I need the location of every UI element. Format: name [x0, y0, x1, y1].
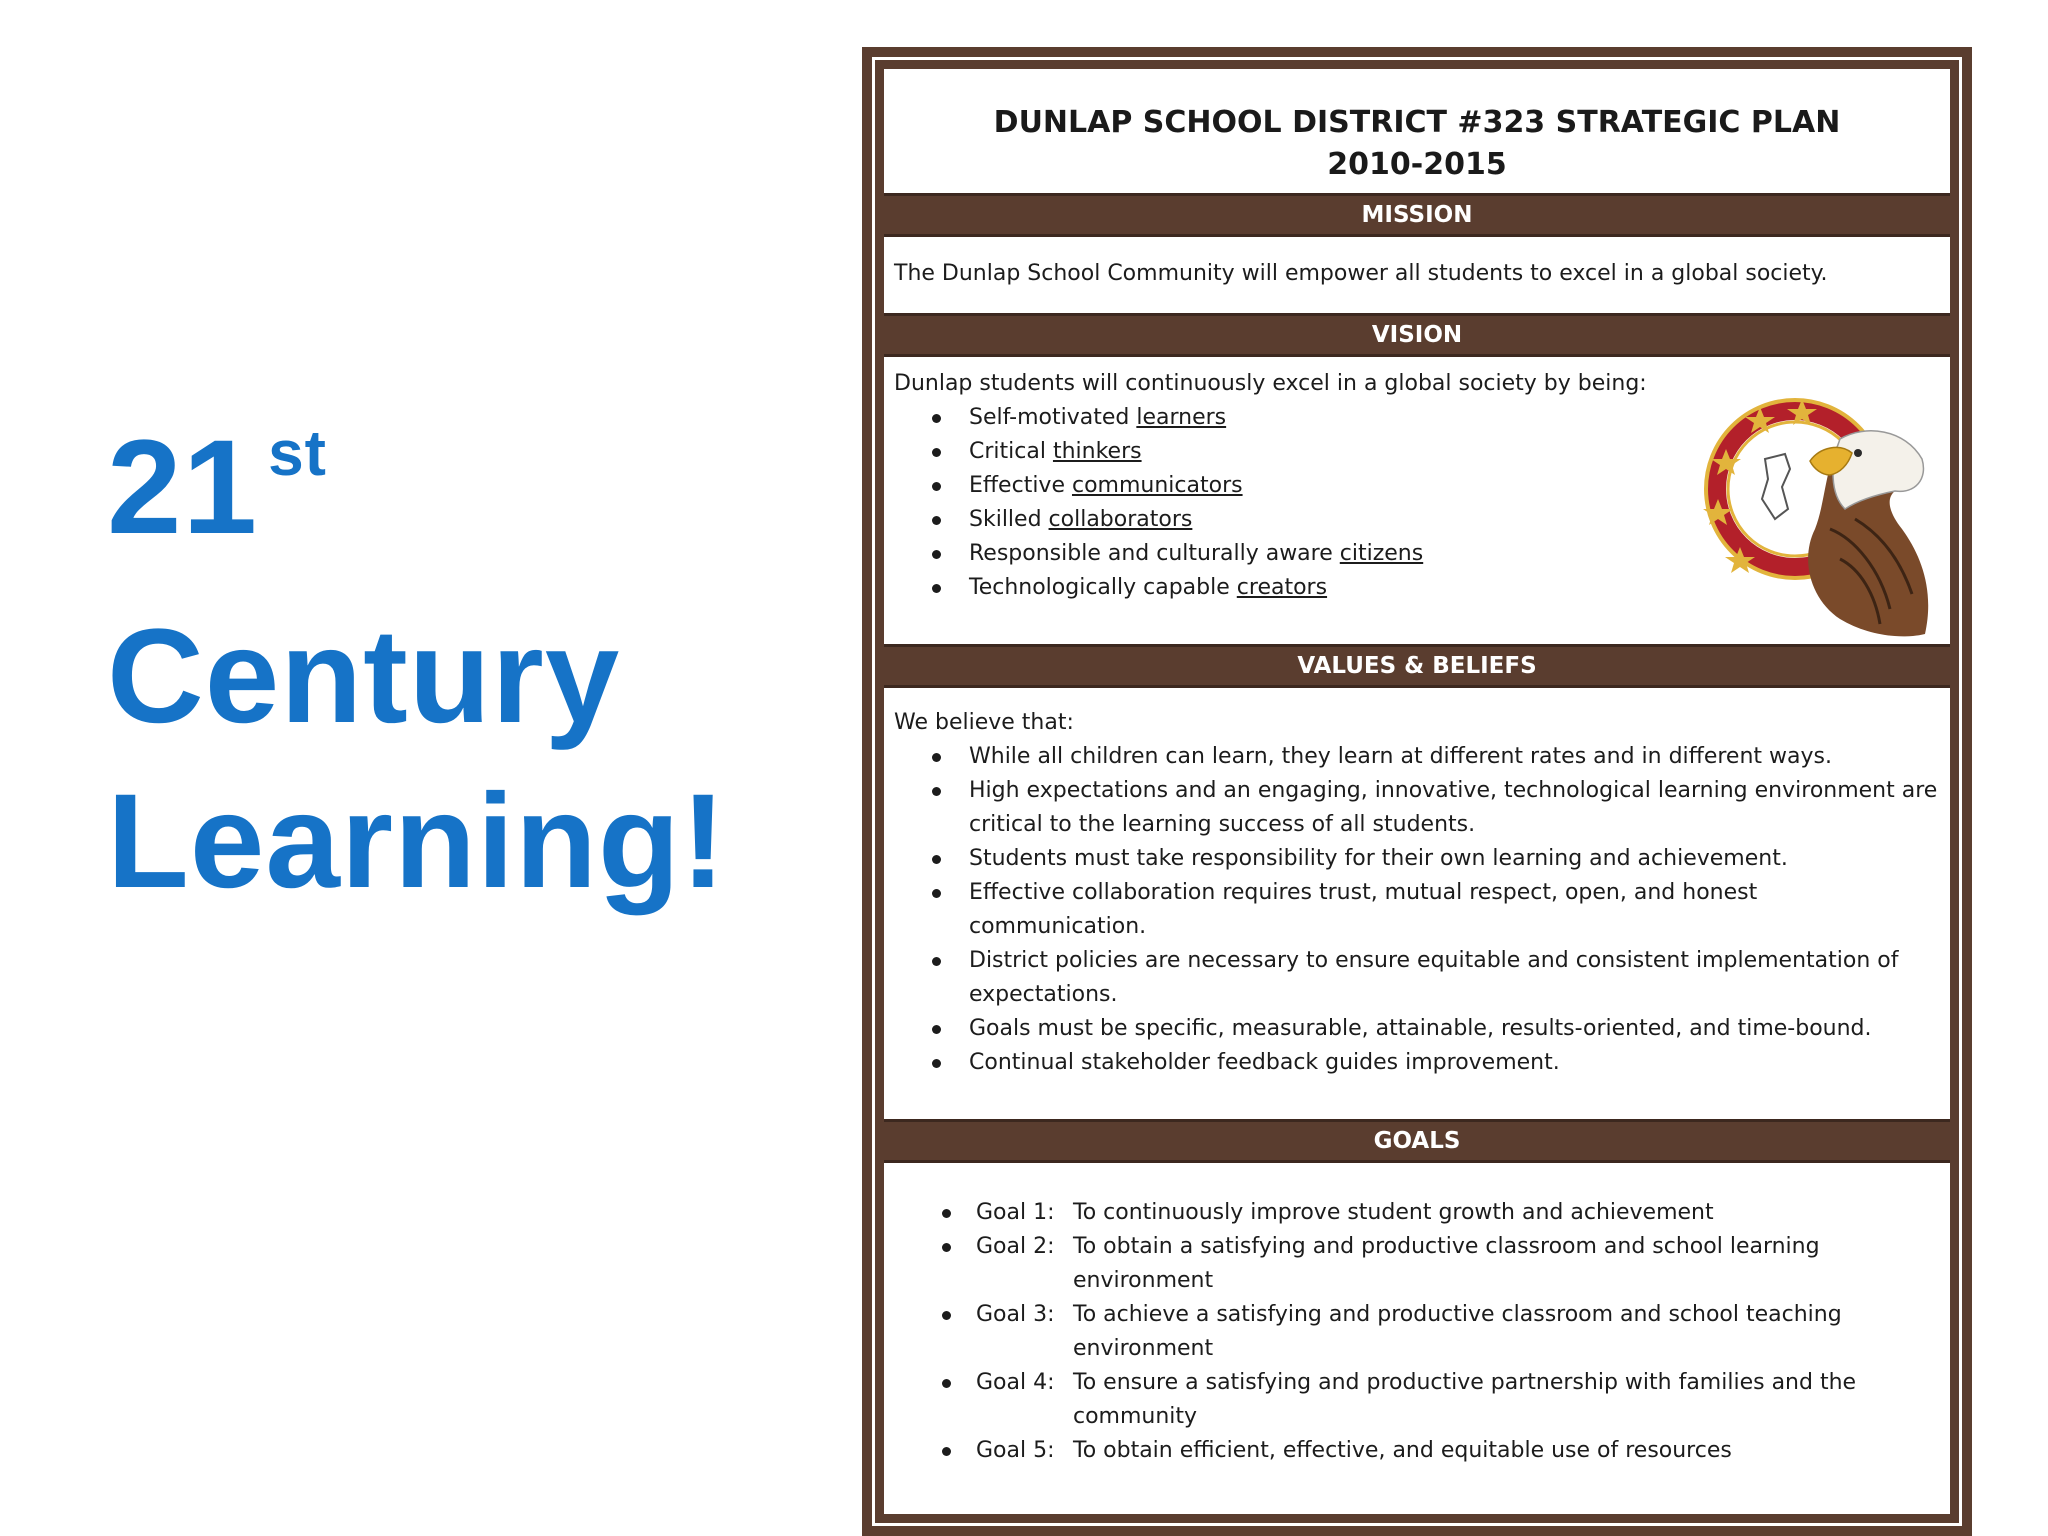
goal-item: [894, 1230, 1940, 1298]
values-heading: VALUES & BELIEFS: [884, 644, 1950, 688]
headline-word-learning: Learning!: [107, 767, 727, 916]
vision-item-text: Critical: [969, 439, 1053, 464]
goal-text-continued: environment: [1073, 1268, 1214, 1293]
slide-headline: [107, 405, 726, 924]
vision-heading: VISION: [884, 313, 1950, 357]
values-item: Students must take responsibility for their own learning and achievement.: [894, 842, 1940, 876]
headline-number: 21: [107, 413, 259, 562]
vision-item-text: Self-motivated: [969, 405, 1137, 430]
headline-ordinal-suffix: st: [268, 417, 327, 489]
mission-text: The Dunlap School Community will empower all students to excel in a global society.: [894, 261, 1828, 286]
goals-list: [894, 1196, 1940, 1468]
vision-item-text: Effective: [969, 473, 1072, 498]
vision-intro: Dunlap students will continuously excel in a global society by being:: [894, 371, 1647, 396]
values-item: While all children can learn, they learn at different rates and in different ways.: [894, 740, 1940, 774]
headline-line-1: [107, 405, 726, 594]
vision-item-keyword: thinkers: [1052, 439, 1142, 464]
document-body: [884, 69, 1950, 1514]
goal-text: To achieve a satisfying and productive classroom and school teaching: [1073, 1302, 1842, 1327]
goal-label: Goal 1:: [976, 1200, 1055, 1225]
goal-item: [894, 1434, 1940, 1468]
goal-text: To ensure a satisfying and productive partnership with families and the: [1073, 1370, 1857, 1395]
values-item: Continual stakeholder feedback guides improvement.: [894, 1046, 1940, 1080]
vision-item-text: Technologically capable: [969, 575, 1237, 600]
eagle-illustration: [1808, 431, 1928, 637]
vision-item-text: Responsible and culturally aware: [969, 541, 1340, 566]
goal-text: To obtain a satisfying and productive classroom and school learning: [1073, 1234, 1820, 1259]
goal-text: To obtain efficient, effective, and equitable use of resources: [1073, 1438, 1732, 1463]
document-title: [884, 69, 1950, 193]
goal-label: Goal 3:: [976, 1302, 1055, 1327]
goal-text-continued: community: [1073, 1404, 1198, 1429]
vision-item-keyword: communicators: [1071, 473, 1243, 498]
document-title-main: DUNLAP SCHOOL DISTRICT #323 STRATEGIC PLAN: [993, 105, 1841, 140]
goal-text: To continuously improve student growth and achievement: [1073, 1200, 1714, 1225]
values-intro: We believe that:: [894, 710, 1074, 735]
values-item: Goals must be specific, measurable, attainable, results-oriented, and time-bound.: [894, 1012, 1940, 1046]
headline-word-century: Century: [107, 602, 621, 751]
values-list: [894, 740, 1940, 1080]
goal-item: [894, 1366, 1940, 1434]
vision-item-text: Skilled: [969, 507, 1049, 532]
document-border: [872, 57, 1962, 1526]
vision-item-keyword: learners: [1136, 405, 1227, 430]
goal-text-continued: environment: [1073, 1336, 1214, 1361]
values-item: District policies are necessary to ensure equitable and consistent implementation of expectations.: [894, 944, 1940, 1012]
values-section: [884, 688, 1950, 1119]
goal-item: [894, 1298, 1940, 1366]
goals-heading: GOALS: [884, 1119, 1950, 1163]
values-item: Effective collaboration requires trust, mutual respect, open, and honest communication.: [894, 876, 1940, 944]
goals-section: [884, 1163, 1950, 1468]
goal-label: Goal 2:: [976, 1234, 1055, 1259]
vision-section: [884, 357, 1950, 644]
vision-item-keyword: citizens: [1339, 541, 1424, 566]
vision-item-keyword: collaborators: [1048, 507, 1193, 532]
goal-label: Goal 4:: [976, 1370, 1055, 1395]
values-item: High expectations and an engaging, innovative, technological learning environment are critical to the learning success of all students.: [894, 774, 1940, 842]
district-eagle-seal: [1690, 369, 1940, 644]
strategic-plan-document: [862, 47, 1972, 1536]
mission-section: [884, 237, 1950, 313]
vision-item-keyword: creators: [1236, 575, 1328, 600]
goal-label: Goal 5:: [976, 1438, 1055, 1463]
mission-heading: MISSION: [884, 193, 1950, 237]
goal-item: [894, 1196, 1940, 1230]
document-title-years: 2010-2015: [1327, 147, 1507, 182]
